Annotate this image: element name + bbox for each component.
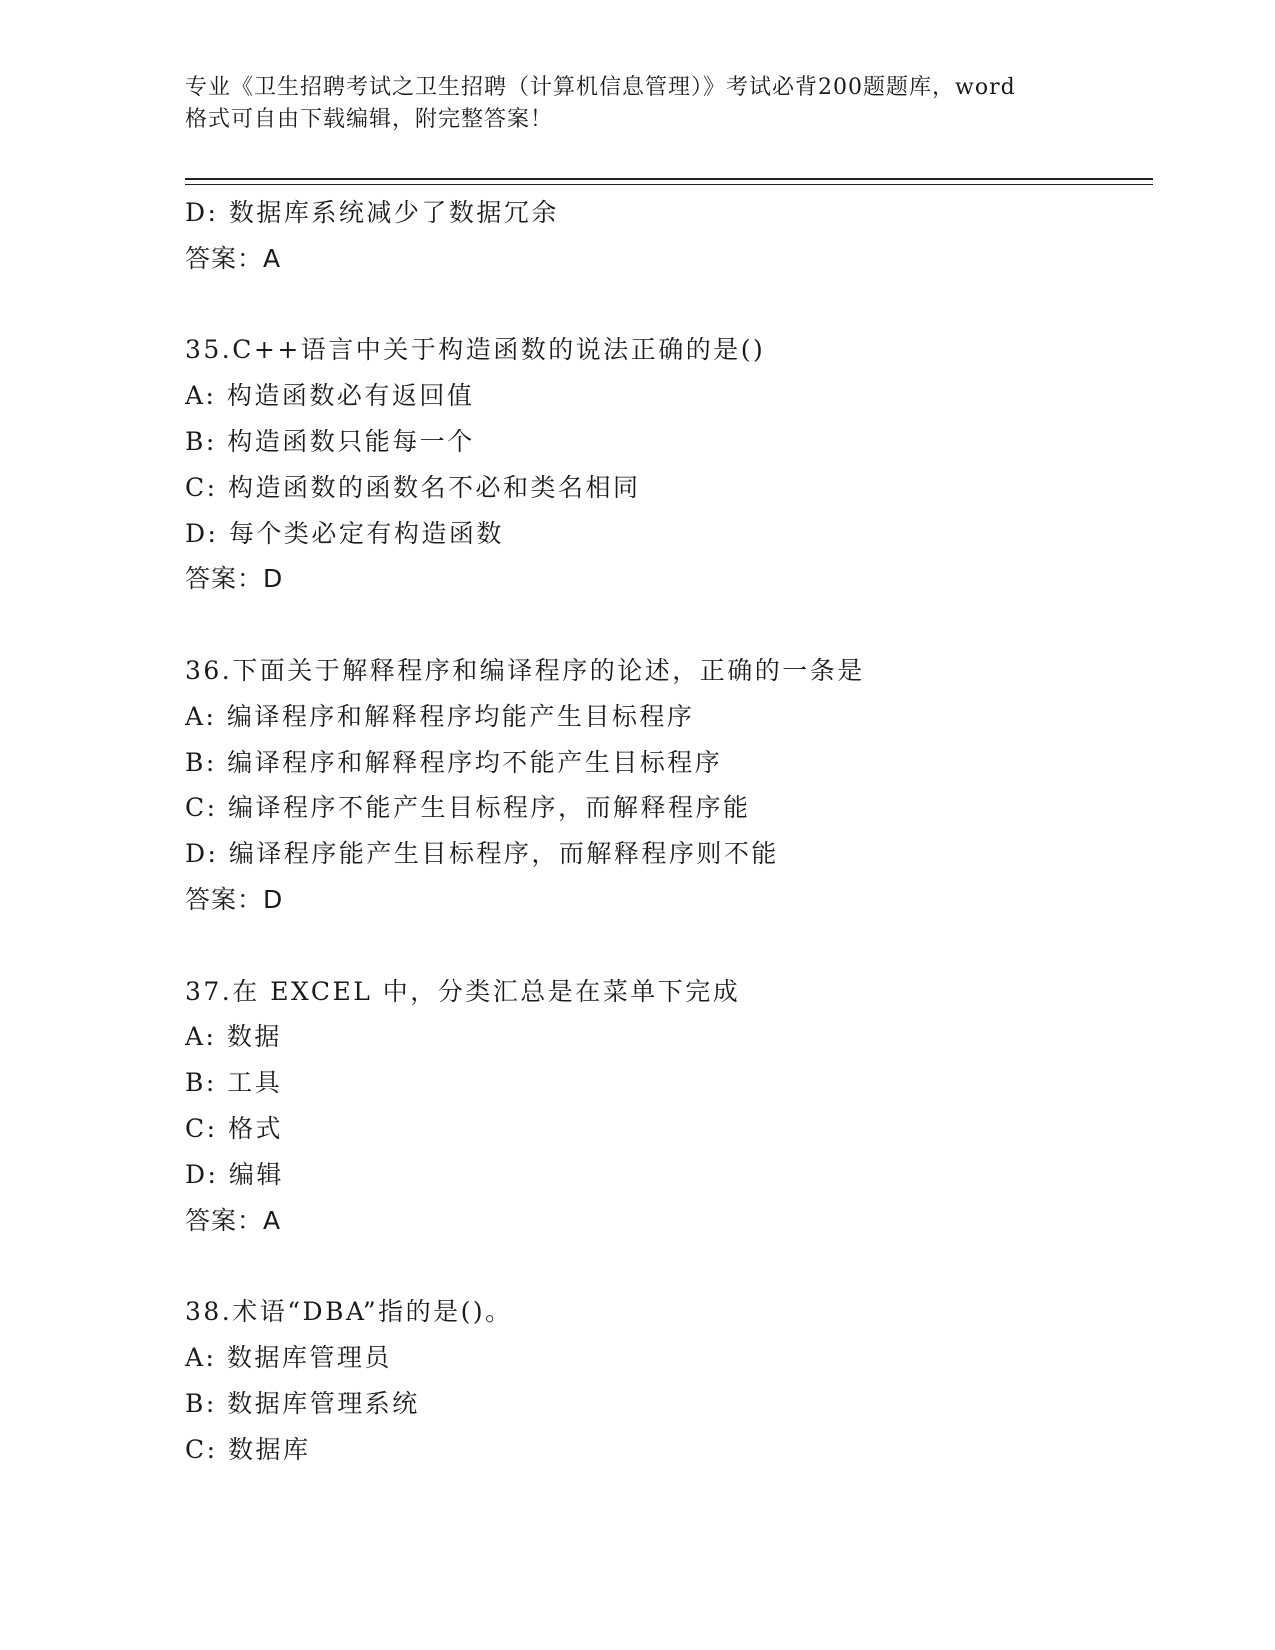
answer: 答案：D: [185, 884, 284, 914]
header-divider-thin: [185, 184, 1153, 185]
option-c: C: 格式: [185, 1113, 283, 1143]
question-36: [185, 648, 1153, 923]
option-b: B: 构造函数只能每一个: [185, 426, 475, 456]
spacer: [185, 282, 1153, 328]
option-a: A: 构造函数必有返回值: [185, 381, 475, 411]
option-d-prev: D: 数据库系统减少了数据冗余: [185, 198, 559, 227]
answer: 答案：A: [185, 1205, 282, 1235]
question-text: 35.C++语言中关于构造函数的说法正确的是(): [185, 335, 766, 365]
header-divider-thick: [185, 178, 1153, 180]
option-b: B: 数据库管理系统: [185, 1388, 420, 1418]
header-line-1: 专业《卫生招聘考试之卫生招聘（计算机信息管理）》考试必背200题题库，word: [185, 75, 1016, 100]
option-c: C: 数据库: [185, 1434, 311, 1464]
question-text: 37.在 EXCEL 中，分类汇总是在菜单下完成: [185, 976, 741, 1006]
option-c: C: 编译程序不能产生目标程序，而解释程序能: [185, 793, 751, 823]
header-line-2: 格式可自由下载编辑，附完整答案！: [185, 107, 554, 132]
document-header: [185, 72, 1085, 136]
question-text: 38.术语“DBA”指的是()。: [185, 1297, 513, 1327]
spacer: [185, 602, 1153, 648]
option-a: A: 数据: [185, 1022, 282, 1052]
option-b: B: 编译程序和解释程序均不能产生目标程序: [185, 747, 723, 777]
spacer: [185, 1243, 1153, 1289]
question-35: [185, 327, 1153, 602]
option-a: A: 数据库管理员: [185, 1342, 392, 1372]
question-38: [185, 1289, 1153, 1472]
option-d: D: 编辑: [185, 1159, 284, 1189]
option-a: A: 编译程序和解释程序均能产生目标程序: [185, 701, 695, 731]
question-37: [185, 969, 1153, 1244]
option-c: C: 构造函数的函数名不必和类名相同: [185, 472, 641, 502]
option-b: B: 工具: [185, 1068, 283, 1098]
spacer: [185, 923, 1153, 969]
question-list: [185, 190, 1153, 1472]
option-d: D: 每个类必定有构造函数: [185, 518, 504, 548]
option-d: D: 编译程序能产生目标程序，而解释程序则不能: [185, 839, 779, 869]
answer-prev: 答案：A: [185, 243, 282, 273]
question-text: 36.下面关于解释程序和编译程序的论述，正确的一条是: [185, 655, 865, 685]
answer: 答案：D: [185, 564, 284, 594]
